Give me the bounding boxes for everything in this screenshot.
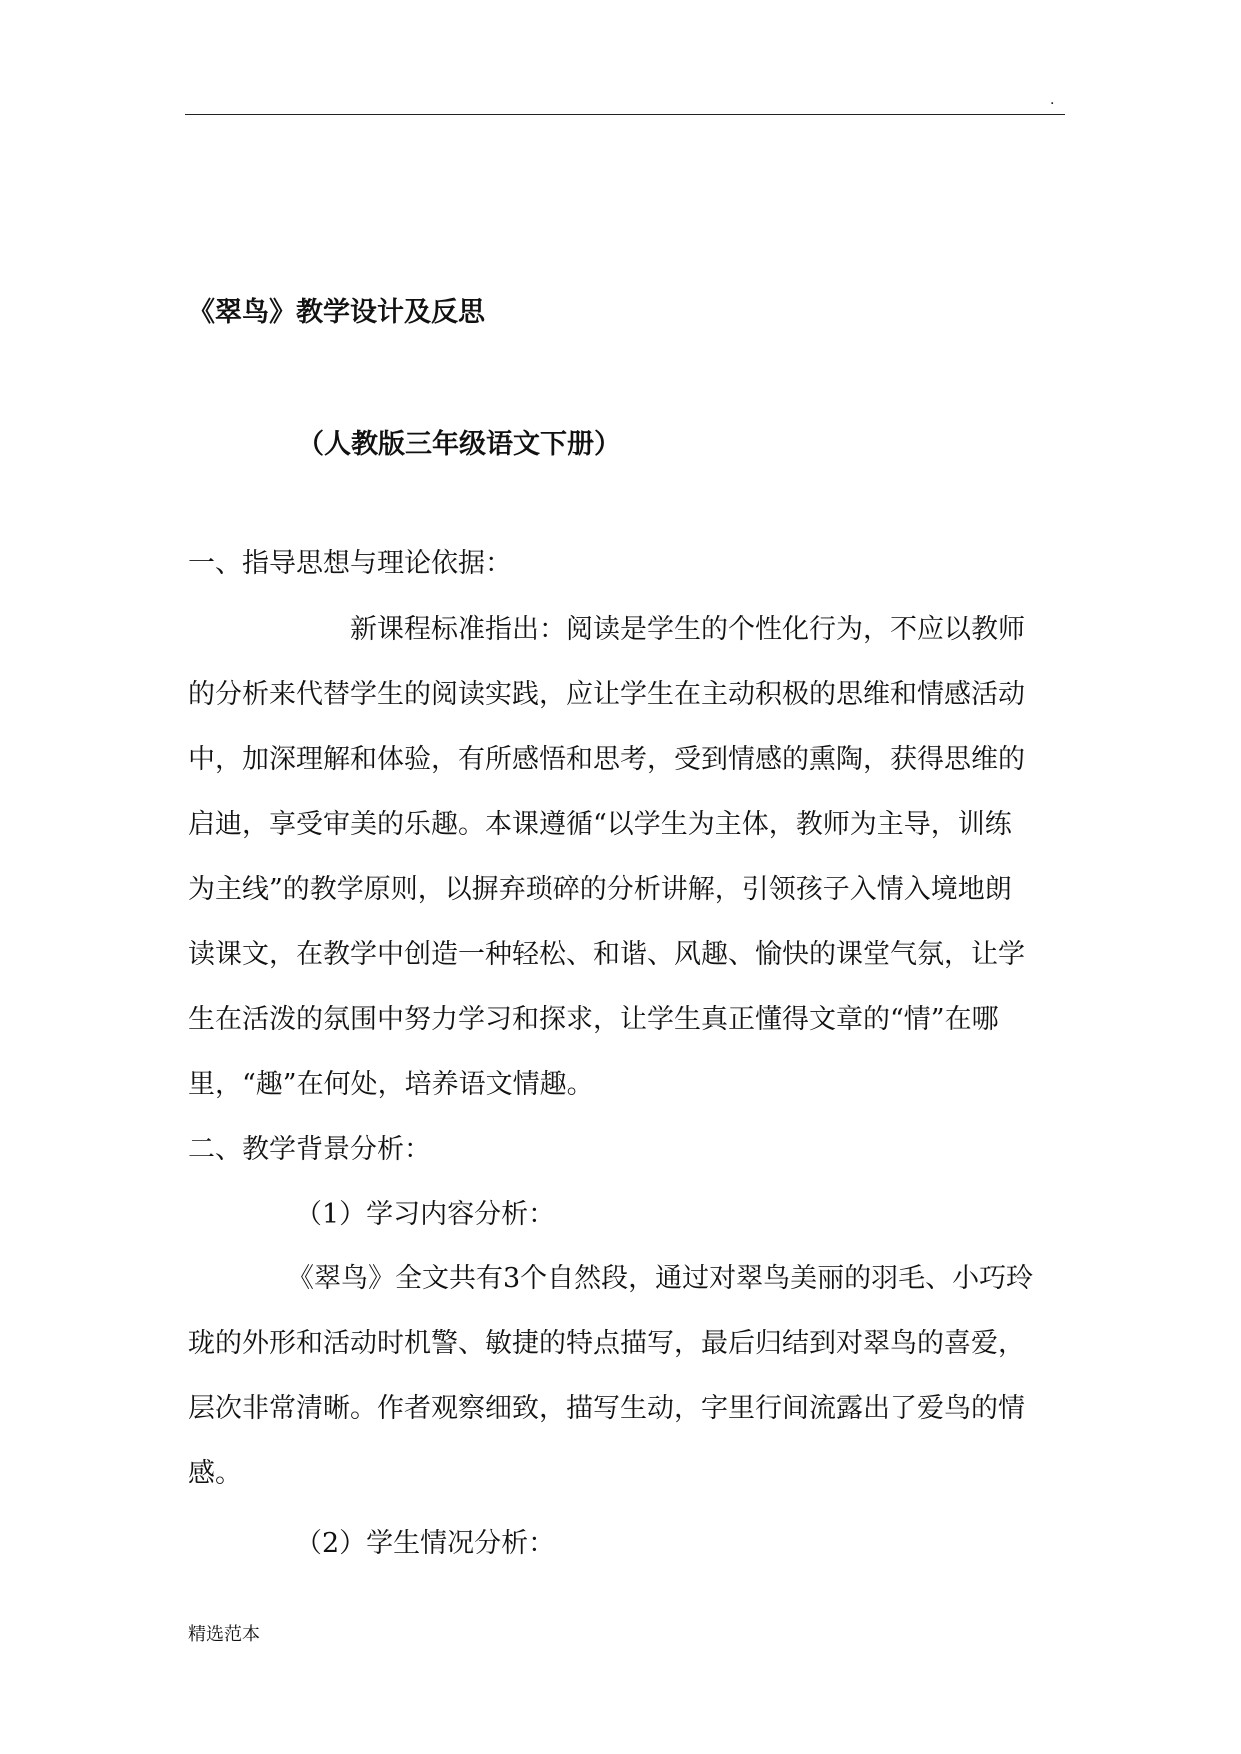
document-title: 《翠鸟》教学设计及反思 xyxy=(188,297,485,328)
paragraph-line: 的分析来代替学生的阅读实践，应让学生在主动积极的思维和情感活动 xyxy=(188,679,1025,710)
document-subtitle: （人教版三年级语文下册） xyxy=(297,429,621,460)
paragraph-line: 启迪，享受审美的乐趣。本课遵循“以学生为主体，教师为主导，训练 xyxy=(188,809,1012,840)
paragraph-line: 珑的外形和活动时机警、敏捷的特点描写，最后归结到对翠鸟的喜爱， xyxy=(188,1328,1025,1359)
paragraph-line: 中，加深理解和体验，有所感悟和思考，受到情感的熏陶，获得思维的 xyxy=(188,744,1025,775)
footer-label: 精选范本 xyxy=(188,1624,260,1645)
header-mark: . xyxy=(1050,92,1055,108)
subsection-1-heading: （1）学习内容分析： xyxy=(295,1199,556,1230)
subsection-1-paragraph xyxy=(188,1259,1078,1494)
paragraph-line: 里，“趣”在何处，培养语文情趣。 xyxy=(188,1069,594,1100)
section-1-heading: 一、指导思想与理论依据： xyxy=(188,548,512,579)
subsection-2-heading: （2）学生情况分析： xyxy=(295,1528,556,1559)
section-1-paragraph xyxy=(188,610,1078,1105)
paragraph-line: 读课文，在教学中创造一种轻松、和谐、风趣、愉快的课堂气氛，让学 xyxy=(188,939,1025,970)
paragraph-line: 为主线”的教学原则，以摒弃琐碎的分析讲解，引领孩子入情入境地朗 xyxy=(188,874,1012,905)
section-2-heading: 二、教学背景分析： xyxy=(188,1134,431,1165)
paragraph-line: 生在活泼的氛围中努力学习和探求，让学生真正懂得文章的“情”在哪 xyxy=(188,1004,999,1035)
header-rule xyxy=(185,114,1065,115)
paragraph-line: 层次非常清晰。作者观察细致，描写生动，字里行间流露出了爱鸟的情 xyxy=(188,1393,1025,1424)
paragraph-line: 《翠鸟》全文共有3个自然段，通过对翠鸟美丽的羽毛、小巧玲 xyxy=(287,1263,1034,1294)
paragraph-line: 新课程标准指出：阅读是学生的个性化行为，不应以教师 xyxy=(350,614,1025,645)
paragraph-line: 感。 xyxy=(188,1458,242,1489)
